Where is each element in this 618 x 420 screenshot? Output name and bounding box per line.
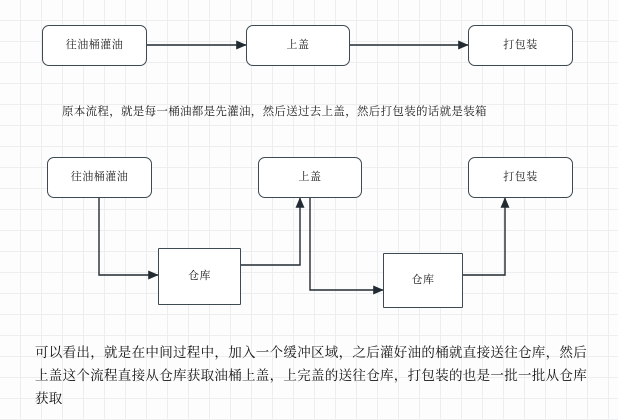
node-pack-bottom[interactable] (468, 157, 573, 198)
node-label: 往油桶灌油 (65, 38, 124, 51)
node-cap-top[interactable] (246, 25, 350, 66)
node-label: 上盖 (298, 170, 322, 183)
arrow-fill-to-warehouse1 (99, 198, 158, 275)
node-label: 打包装 (503, 38, 538, 51)
arrow-warehouse1-to-cap (240, 198, 300, 265)
node-label: 仓库 (411, 273, 435, 286)
node-warehouse-2[interactable] (383, 253, 463, 308)
node-fill-oil-bottom[interactable] (47, 157, 152, 198)
caption-original-process: 原本流程，就是每一桶油都是先灌油，然后送过去上盖，然后打包装的话就是装箱 (62, 106, 487, 118)
arrow-cap-to-warehouse2 (310, 198, 383, 290)
node-label: 往油桶灌油 (70, 170, 129, 183)
node-label: 打包装 (503, 170, 538, 183)
arrow-warehouse2-to-pack (462, 198, 505, 275)
node-label: 上盖 (286, 38, 310, 51)
node-warehouse-1[interactable] (158, 248, 241, 305)
node-label: 仓库 (188, 269, 211, 282)
caption-buffered-process: 可以看出，就是在中间过程中，加入一个缓冲区域，之后灌好油的桶就直接送往仓库，然后上盖这个流程直接从仓库获取油桶上盖，上完盖的送往仓库，打包装的也是一批一批从仓库获取 (35, 345, 587, 406)
node-fill-oil-top[interactable] (42, 25, 147, 66)
node-cap-bottom[interactable] (258, 157, 362, 198)
node-pack-top[interactable] (468, 25, 573, 66)
